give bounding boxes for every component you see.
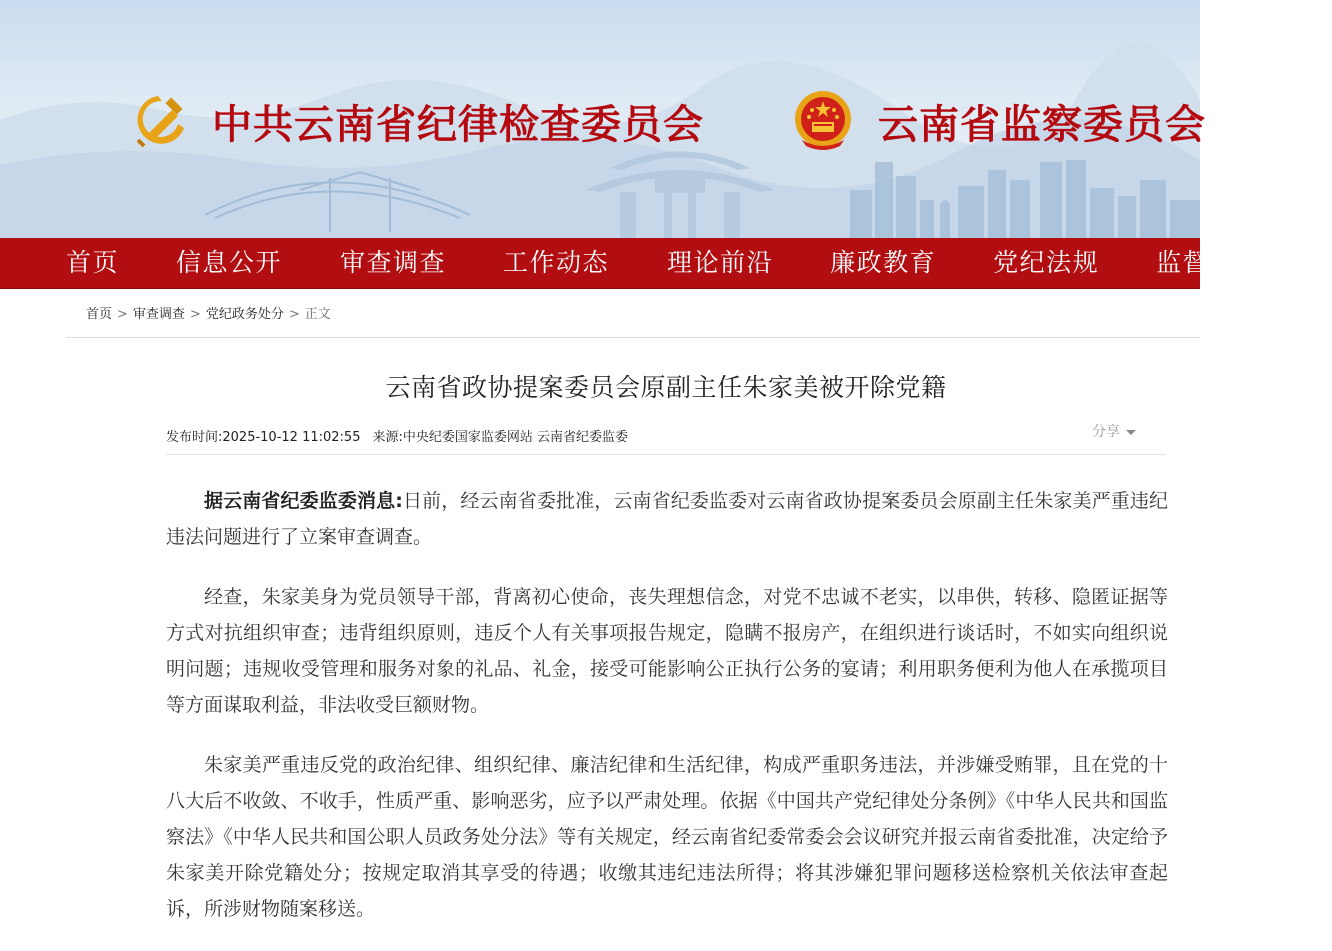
breadcrumb [86, 303, 331, 322]
nav-item-info-disclosure[interactable]: 信息公开 [176, 248, 283, 277]
nav-item-integrity-education[interactable]: 廉政教育 [830, 248, 937, 277]
article-paragraph [166, 483, 1168, 555]
nav-item-work-news[interactable]: 工作动态 [503, 248, 610, 277]
share-label: 分享 [1092, 424, 1120, 440]
brand-right [790, 84, 1206, 158]
brand-left [128, 84, 704, 158]
chevron-down-icon [1126, 430, 1136, 435]
cpc-discipline-commission-title: 中共云南省纪律检查委员会 [212, 101, 704, 148]
article-body [166, 483, 1168, 951]
lead-source: 据云南省纪委监委消息: [204, 490, 403, 512]
national-emblem-icon [790, 88, 856, 154]
publish-time: 2025-10-12 11:02:55 [222, 430, 361, 445]
breadcrumb-home[interactable]: 首页 [86, 307, 113, 322]
main-nav [0, 238, 1210, 289]
article-paragraph: 经查，朱家美身为党员领导干部，背离初心使命，丧失理想信念，对党不忠诚不老实，以串供，转移、隐匿证据等方式对抗组织审查；违背组织原则，违反个人有关事项报告规定，隐瞒不报房产，在组织进行谈话时，不如实向组织说明问题；违规收受管理和服务对象的礼品、礼金，接受可能影响公正执行公务的宴请；利用职务便利为他人在承揽项目等方面谋取利益，非法收受巨额财物。 [166, 586, 1168, 716]
breadcrumb-separator: > [117, 307, 128, 322]
meta-divider [166, 454, 1166, 455]
yunnan-supervisory-commission-title: 云南省监察委员会 [878, 101, 1206, 148]
party-hammer-sickle-icon [128, 88, 194, 154]
breadcrumb-current: 正文 [304, 307, 331, 322]
source-label: 来源: [372, 430, 403, 445]
paragraph-text: 日前，经云南省委批准，云南省纪委监委对云南省政协提案委员会原副主任朱家美严重违纪违法问题进行了立案审查调查。 [166, 490, 1168, 548]
breadcrumb-investigation[interactable]: 审查调查 [132, 307, 185, 322]
article-title: 云南省政协提案委员会原副主任朱家美被开除党籍 [385, 373, 947, 402]
site-banner [0, 0, 1206, 238]
breadcrumb-divider [66, 337, 1200, 338]
nav-item-theory[interactable]: 理论前沿 [667, 248, 774, 277]
nav-item-supervision[interactable]: 监督 [1156, 248, 1210, 277]
breadcrumb-separator: > [288, 307, 300, 322]
publish-time-label: 发布时间: [166, 430, 223, 445]
breadcrumb-separator: > [189, 307, 201, 322]
article-paragraph: 朱家美严重违反党的政治纪律、组织纪律、廉洁纪律和生活纪律，构成严重职务违法，并涉嫌受贿罪，且在党的十八大后不收敛、不收手，性质严重、影响恶劣，应予以严肃处理。依据《中国共产党纪律处分条例》《中华人民共和国监察法》《中华人民共和国公职人员政务处分法》等有关规定，经云南省纪委常委会会议研究并报云南省委批准，决定给予朱家美开除党籍处分；按规定取消其享受的待遇；收缴其违纪违法所得；将其涉嫌犯罪问题移送检察机关依法审查起诉，所涉财物随案移送。 [166, 754, 1168, 920]
breadcrumb-discipline-sanctions[interactable]: 党纪政务处分 [205, 307, 284, 322]
share-button[interactable] [1092, 421, 1136, 441]
source: 中央纪委国家监委网站 云南省纪委监委 [402, 430, 628, 445]
nav-item-regulations[interactable]: 党纪法规 [993, 248, 1100, 277]
article-meta [166, 426, 628, 445]
nav-item-investigation[interactable]: 审查调查 [340, 248, 447, 277]
nav-item-home[interactable]: 首页 [66, 248, 120, 277]
